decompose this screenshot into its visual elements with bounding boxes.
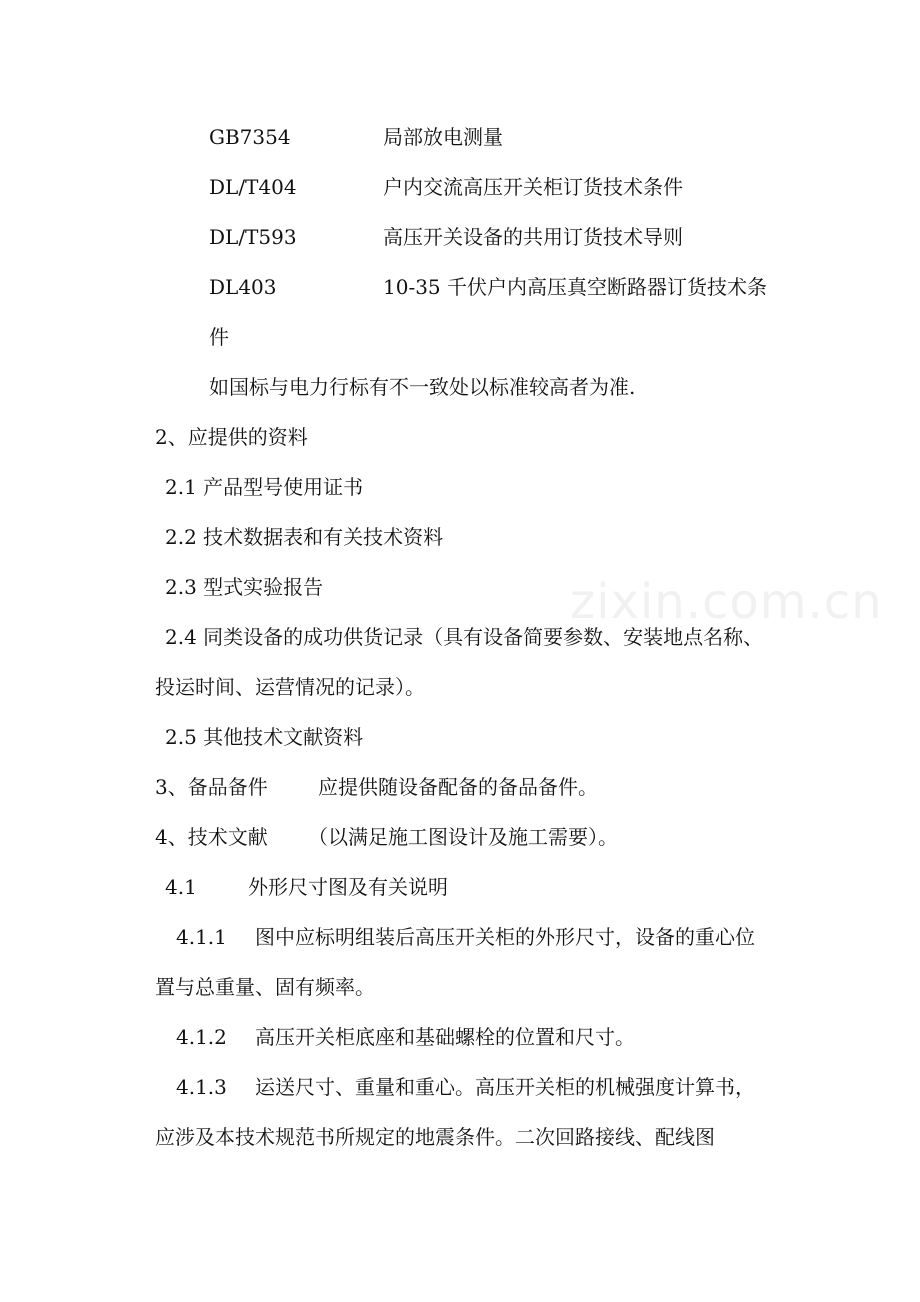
paragraph-text-continuation: 置与总重量、固有频率。 <box>155 975 375 999</box>
standard-title-continuation: 件 <box>209 325 229 349</box>
section-2-item: 2.5 其他技术文献资料 <box>165 725 364 749</box>
section-4-heading: 4、技术文献 <box>155 825 268 849</box>
standard-title: 10-35 千伏户内高压真空断路器订货技术条 <box>383 275 768 299</box>
section-2-item: 2.2 技术数据表和有关技术资料 <box>165 525 444 549</box>
section-2-item: 2.1 产品型号使用证书 <box>165 475 364 499</box>
subsection-number: 4.1 <box>165 875 197 899</box>
paragraph-text: 运送尺寸、重量和重心。高压开关柜的机械强度计算书， <box>255 1075 755 1099</box>
watermark: zixin.com.cn <box>570 574 883 630</box>
section-2-item: 2.3 型式实验报告 <box>165 575 324 599</box>
section-2-item-continuation: 投运时间、运营情况的记录）。 <box>155 675 425 699</box>
standard-code: DL/T404 <box>209 175 297 199</box>
section-2-item: 2.4 同类设备的成功供货记录（具有设备简要参数、安装地点名称、 <box>165 625 764 649</box>
subsection-title: 外形尺寸图及有关说明 <box>248 875 448 899</box>
standard-code: DL403 <box>209 275 277 299</box>
paragraph-number: 4.1.2 <box>176 1025 227 1049</box>
paragraph-number: 4.1.3 <box>176 1075 227 1099</box>
standard-code: DL/T593 <box>209 225 297 249</box>
section-2-heading: 2、应提供的资料 <box>155 425 308 449</box>
paragraph-text-continuation: 应涉及本技术规范书所规定的地震条件。二次回路接线、配线图 <box>155 1125 715 1149</box>
standard-title: 局部放电测量 <box>383 125 503 149</box>
standards-note: 如国标与电力行标有不一致处以标准较高者为准. <box>209 375 636 399</box>
standard-title: 户内交流高压开关柜订货技术条件 <box>383 175 683 199</box>
standard-code: GB7354 <box>209 125 291 149</box>
section-3-text: 应提供随设备配备的备品备件。 <box>318 775 598 799</box>
section-4-text: （以满足施工图设计及施工需要）。 <box>308 825 618 849</box>
section-3-heading: 3、备品备件 <box>155 775 268 799</box>
paragraph-text: 图中应标明组装后高压开关柜的外形尺寸，设备的重心位 <box>255 925 755 949</box>
paragraph-text: 高压开关柜底座和基础螺栓的位置和尺寸。 <box>255 1025 635 1049</box>
standard-title: 高压开关设备的共用订货技术导则 <box>383 225 683 249</box>
paragraph-number: 4.1.1 <box>176 925 227 949</box>
